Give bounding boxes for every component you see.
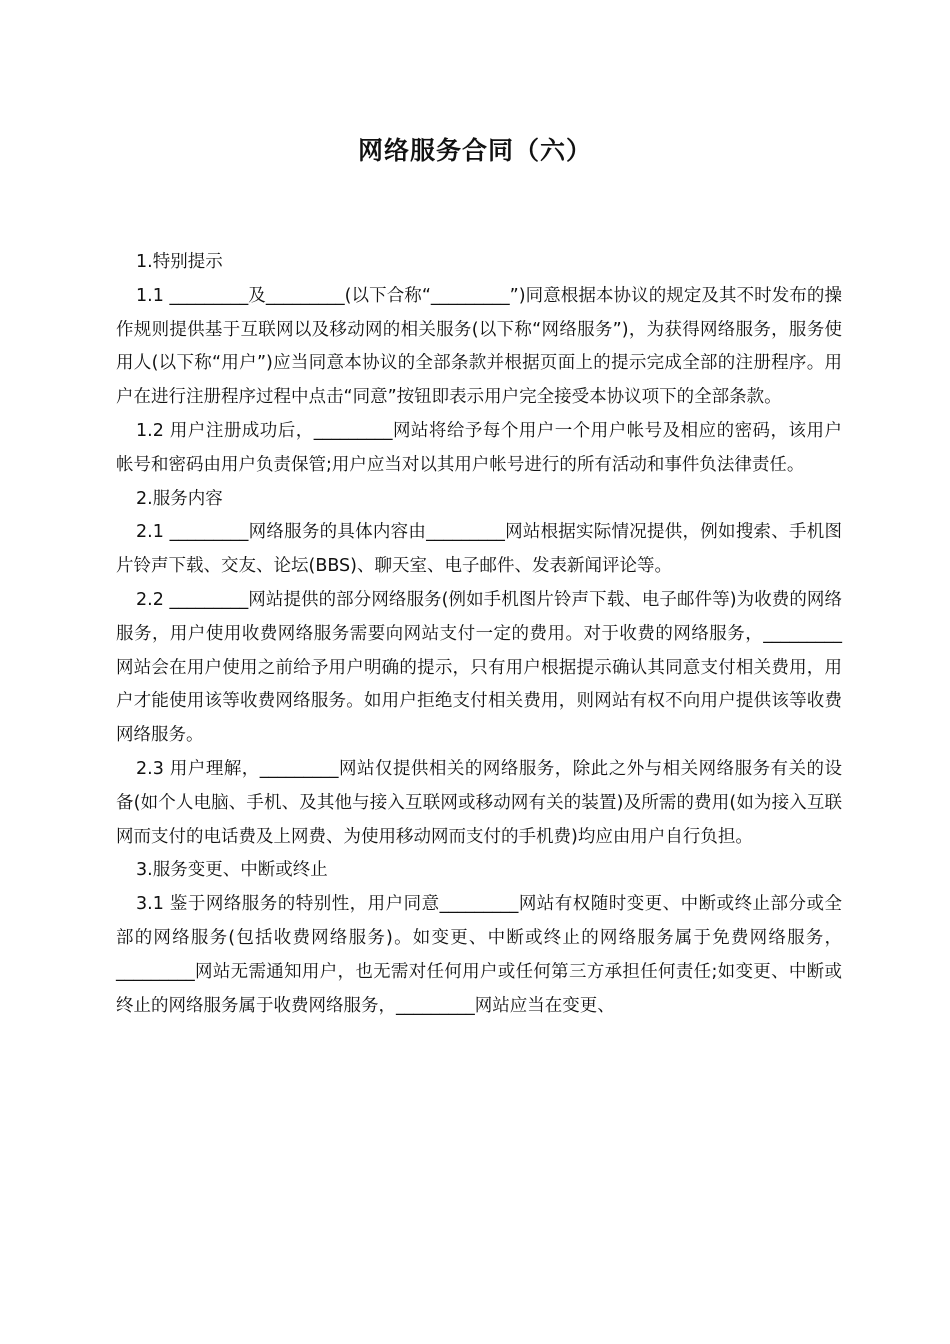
clause-3-1: 3.1 鉴于网络服务的特别性，用户同意_________网站有权随时变更、中断或终止部分或全部的网络服务(包括收费网络服务)。如变更、中断或终止的网络服务属于免费网络服务，_________网站无需通知用户，也无需对任何用户或任何第三方承担任何责任;如变更、中断或终止的网络服务属于收费网络服务，_________网站应当在变更、 bbox=[116, 894, 842, 1016]
clause-1-1: 1.1 _________及_________(以下合称“_________”)同意根据本协议的规定及其不时发布的操作规则提供基于互联网以及移动网的相关服务(以下称“网络服务”)，为获得网络服务，服务使用人(以下称“用户”)应当同意本协议的全部条款并根据页面上的提示完成全部的注册程序。用户在进行注册程序过程中点击“同意”按钮即表示用户完全接受本协议项下的全部条款。 bbox=[116, 285, 842, 408]
document-body bbox=[116, 246, 842, 1023]
clause-2-1: 2.1 _________网络服务的具体内容由_________网站根据实际情况提供，例如搜索、手机图片铃声下载、交友、论坛(BBS)、聊天室、电子邮件、发表新闻评论等。 bbox=[116, 522, 842, 577]
clause-1-2: 1.2 用户注册成功后，_________网站将给予每个用户一个用户帐号及相应的密码，该用户帐号和密码由用户负责保管;用户应当对以其用户帐号进行的所有活动和事件负法律责任。 bbox=[116, 420, 842, 475]
section-heading-1: 1.特别提示 bbox=[136, 252, 223, 272]
clause-2-2: 2.2 _________网站提供的部分网络服务(例如手机图片铃声下载、电子邮件等)为收费的网络服务，用户使用收费网络服务需要向网站支付一定的费用。对于收费的网络服务，_________网站会在用户使用之前给予用户明确的提示，只有用户根据提示确认其同意支付相关费用，用户才能使用该等收费网络服务。如用户拒绝支付相关费用，则网站有权不向用户提供该等收费网络服务。 bbox=[116, 589, 842, 746]
section-heading-2: 2.服务内容 bbox=[136, 488, 223, 509]
section-heading-3: 3.服务变更、中断或终止 bbox=[136, 860, 328, 881]
clause-2-3: 2.3 用户理解，_________网站仅提供相关的网络服务，除此之外与相关网络服务有关的设备(如个人电脑、手机、及其他与接入互联网或移动网有关的装置)及所需的费用(如为接入互联网而支付的电话费及上网费、为使用移动网而支付的手机费)均应由用户自行负担。 bbox=[116, 758, 842, 847]
document-title: 网络服务合同（六） bbox=[357, 136, 592, 165]
